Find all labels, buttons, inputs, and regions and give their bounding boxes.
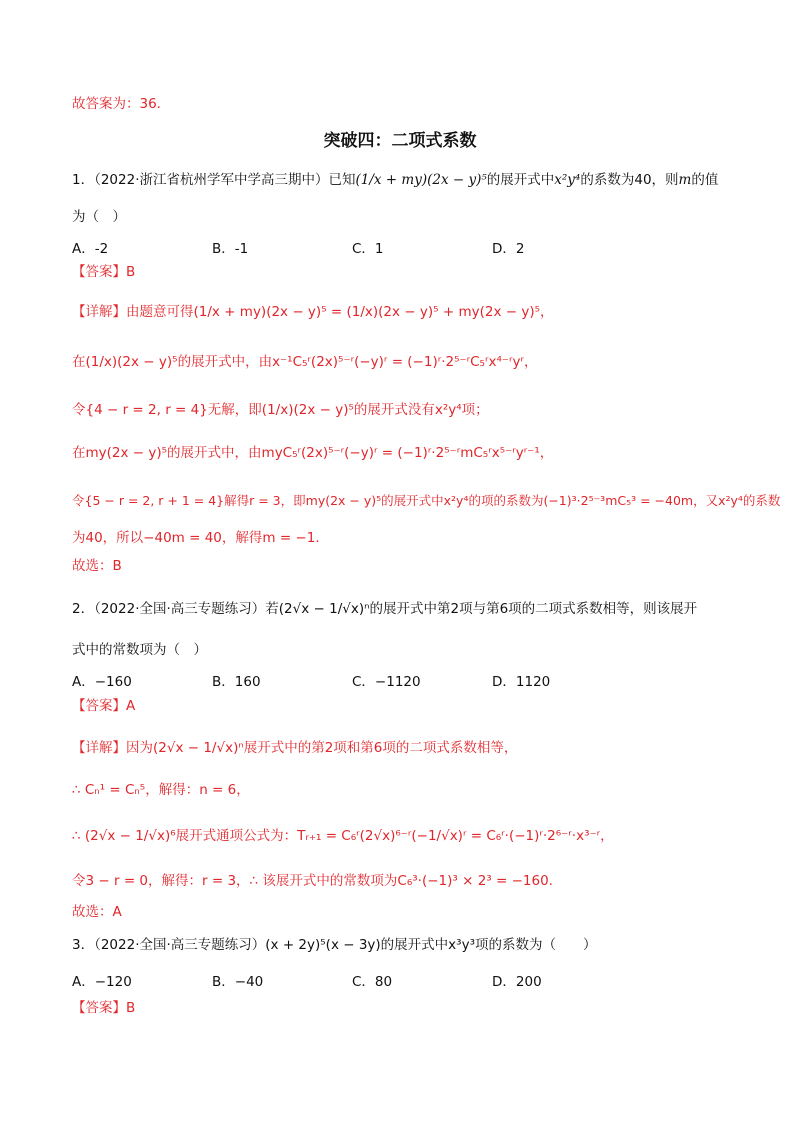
q2-detail-1: 【详解】因为(2√x − 1/√x)ⁿ展开式中的第2项和第6项的二项式系数相等， xyxy=(72,740,518,756)
q2-option-d: D．1120 xyxy=(492,674,551,690)
q1-option-a: A．-2 xyxy=(72,241,109,257)
q1-option-d: D．2 xyxy=(492,241,525,257)
q2-option-a: A．−160 xyxy=(72,674,132,690)
q2-detail-2: ∴ Cₙ¹ = Cₙ⁵，解得：n = 6， xyxy=(72,782,250,798)
q2-detail-4: 令3 − r = 0，解得：r = 3，∴ 该展开式中的常数项为C₆³·(−1)³ × 2³ = −160. xyxy=(72,873,553,889)
q1-option-c: C．1 xyxy=(352,241,384,257)
q1-stem-m: m xyxy=(678,172,692,188)
previous-answer: 故答案为：36． xyxy=(72,96,171,112)
q2-stem: 2．（2022·全国·高三专题练习）若(2√x − 1/√x)ⁿ的展开式中第2项与第6项的二项式系数相等，则该展开 xyxy=(72,601,698,617)
q1-option-b: B．-1 xyxy=(212,241,249,257)
q1-detail-5: 令{5 − r = 2, r + 1 = 4}解得r = 3，即my(2x − y)⁵的展开式中x²y⁴的项的系数为(−1)³·2⁵⁻³mC₅³ = −40m，又x²y⁴的系数 xyxy=(72,493,781,508)
q1-stem-cont: 为（ ） xyxy=(72,209,126,225)
q1-answer: 【答案】B xyxy=(72,264,136,280)
q1-stem-c: 的系数为40，则 xyxy=(580,172,679,188)
q1-stem-b: 的展开式中 xyxy=(486,172,555,188)
q3-option-c: C．80 xyxy=(352,974,393,990)
q2-detail-3: ∴ (2√x − 1/√x)⁶展开式通项公式为：Tᵣ₊₁ = C₆ʳ(2√x)⁶⁻ʳ(−1/√x)ʳ = C₆ʳ·(−1)ʳ·2⁶⁻ʳ·x³⁻ʳ， xyxy=(72,828,614,844)
q3-option-d: D．200 xyxy=(492,974,542,990)
q2-option-b: B．160 xyxy=(212,674,261,690)
q3-answer: 【答案】B xyxy=(72,1000,136,1016)
q2-answer: 【答案】A xyxy=(72,698,136,714)
q1-detail-2: 在(1/x)(2x − y)⁵的展开式中，由x⁻¹C₅ʳ(2x)⁵⁻ʳ(−y)ʳ = (−1)ʳ·2⁵⁻ʳC₅ʳx⁴⁻ʳyʳ， xyxy=(72,354,538,370)
section-title: 突破四：二项式系数 xyxy=(323,131,477,151)
q2-stem-cont: 式中的常数项为（ ） xyxy=(72,642,207,658)
q1-stem-math: (1/x + my)(2x − y)⁵ xyxy=(355,172,487,188)
q1-detail-4: 在my(2x − y)⁵的展开式中，由myC₅ʳ(2x)⁵⁻ʳ(−y)ʳ = (−1)ʳ·2⁵⁻ʳmC₅ʳx⁵⁻ʳyʳ⁻¹， xyxy=(72,445,554,461)
q1-stem-term: x²y⁴ xyxy=(554,172,581,188)
q2-option-c: C．−1120 xyxy=(352,674,421,690)
q3-stem: 3．（2022·全国·高三专题练习）(x + 2y)⁵(x − 3y)的展开式中x³y³项的系数为（ ） xyxy=(72,937,597,953)
q1-detail-3: 令{4 − r = 2, r = 4}无解，即(1/x)(2x − y)⁵的展开式没有x²y⁴项； xyxy=(72,402,489,418)
q1-stem xyxy=(72,170,718,190)
q1-stem-d: 的值 xyxy=(691,172,719,188)
q1-detail-6: 为40，所以−40m = 40，解得m = −1. xyxy=(72,530,320,546)
q1-stem-a: 1．（2022·浙江省杭州学军中学高三期中）已知 xyxy=(72,172,356,188)
q3-option-a: A．−120 xyxy=(72,974,132,990)
q2-conclusion: 故选：A xyxy=(72,904,122,920)
q3-option-b: B．−40 xyxy=(212,974,264,990)
q1-conclusion: 故选：B xyxy=(72,558,122,574)
q1-detail-1: 【详解】由题意可得(1/x + my)(2x − y)⁵ = (1/x)(2x − y)⁵ + my(2x − y)⁵， xyxy=(72,304,554,320)
